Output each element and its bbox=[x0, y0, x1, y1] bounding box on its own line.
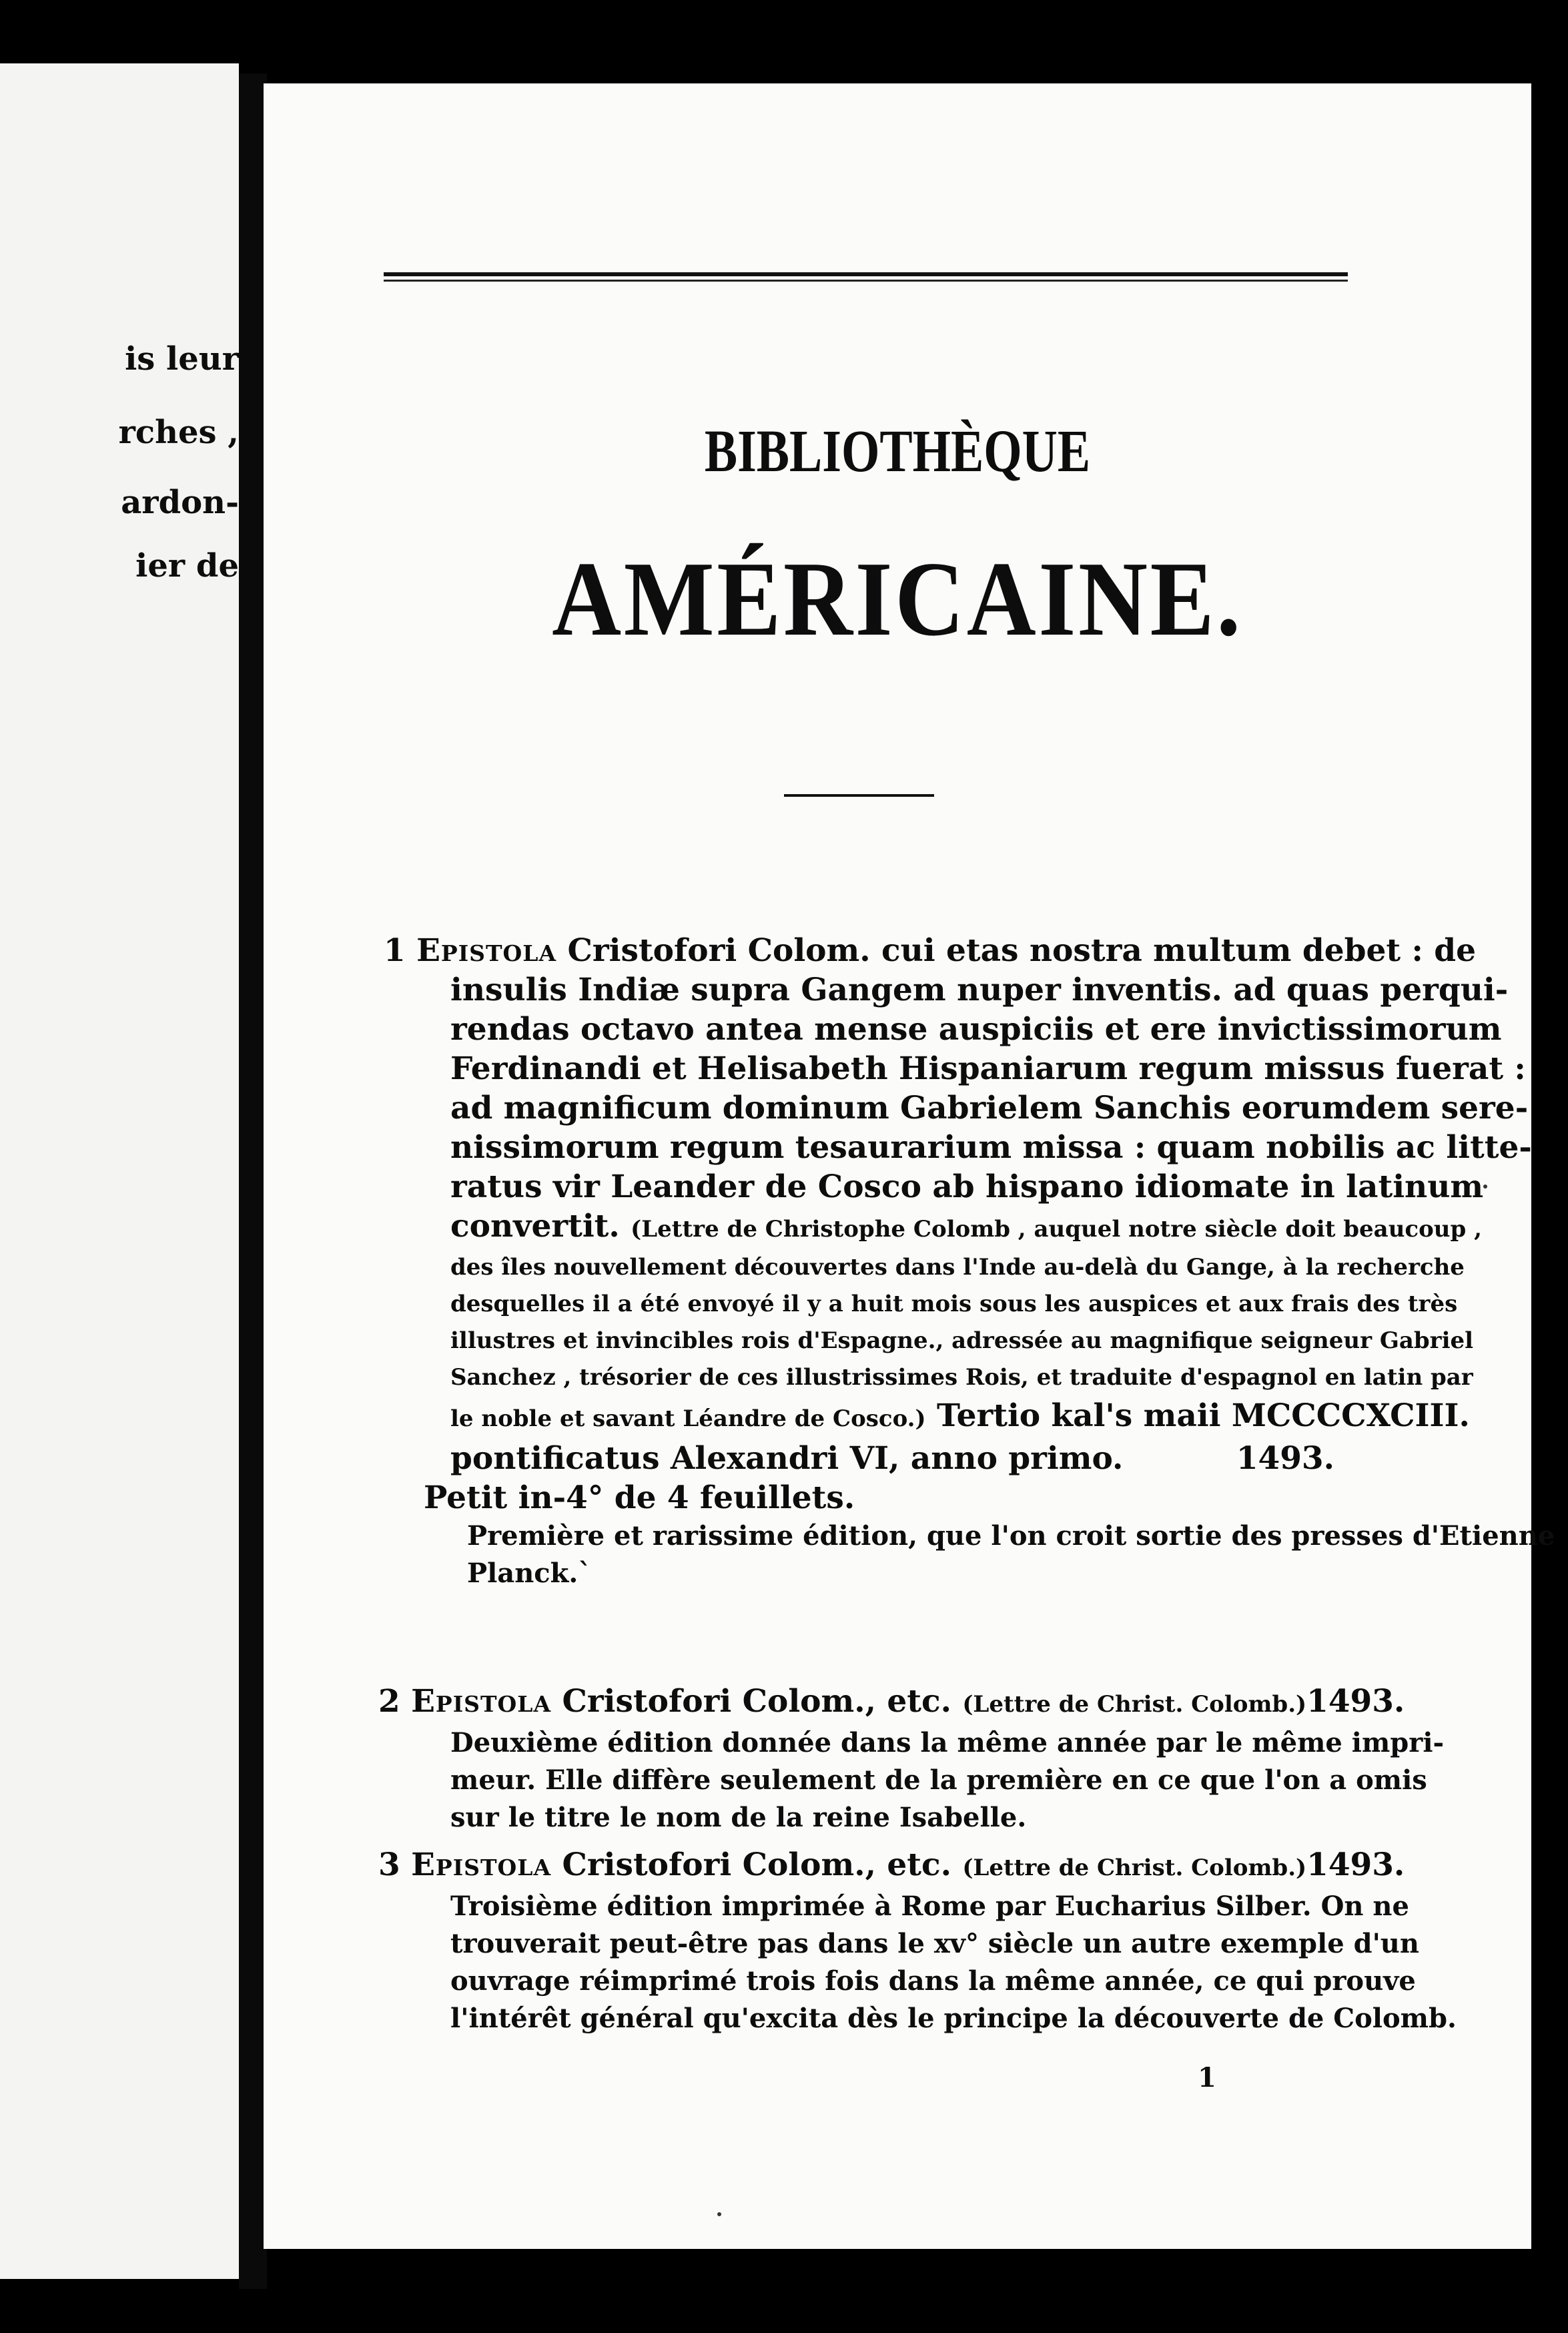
book-page bbox=[264, 83, 1555, 2249]
entry-note-line: Deuxième édition donnée dans la même année par le même impri- bbox=[450, 1727, 1445, 1758]
entry-title-line: ratus vir Leander de Cosco ab hispano idiomate in latinum bbox=[450, 1169, 1484, 1205]
translation-line: desquelles il a été envoyé il y a huit mois sous les auspices et aux frais des très bbox=[450, 1291, 1458, 1317]
entry-title-line: insulis Indiæ supra Gangem nuper inventis. ad quas perqui- bbox=[450, 972, 1509, 1008]
entry-note-line: Première et rarissime édition, que l'on croit sortie des presses d'Etienne bbox=[467, 1520, 1555, 1552]
entry-number: 3 bbox=[378, 1847, 400, 1883]
entry-title-line: nissimorum regum tesaurarium missa : quam nobilis ac litte- bbox=[450, 1129, 1532, 1166]
translation-line: le noble et savant Léandre de Cosco.) bbox=[450, 1405, 926, 1432]
title-americaine: AMÉRICAINE. bbox=[552, 539, 1243, 658]
entry-format: Petit in-4° de 4 feuillets. bbox=[424, 1479, 855, 1516]
page-number: 1 bbox=[1198, 2062, 1216, 2093]
entry-title: Cristofori Colom., etc. bbox=[562, 1683, 951, 1720]
entry-note-line: Troisième édition imprimée à Rome par Eucharius Silber. On ne bbox=[450, 1891, 1409, 1922]
ink-speck bbox=[1483, 1185, 1487, 1189]
entry-title-line: Ferdinandi et Helisabeth Hispaniarum regum missus fuerat : bbox=[450, 1050, 1526, 1087]
entry-note-line: trouverait peut-être pas dans le xv° siècle un autre exemple d'un bbox=[450, 1928, 1419, 1959]
translation-line: (Lettre de Christ. Colomb.) bbox=[962, 1855, 1307, 1881]
title-rule bbox=[784, 794, 934, 797]
ink-speck bbox=[717, 2212, 721, 2216]
entry-1 bbox=[384, 931, 1555, 1592]
header-rule bbox=[384, 272, 1348, 276]
facing-page-line: ardon- bbox=[121, 484, 239, 521]
entry-2 bbox=[378, 1682, 1445, 1837]
entry-3 bbox=[378, 1845, 1457, 2037]
translation-line: (Lettre de Christophe Colomb , auquel notre siècle doit beaucoup , bbox=[631, 1216, 1482, 1243]
entry-lead-word: Epistola bbox=[411, 1683, 552, 1720]
entry-pontificatus: pontificatus Alexandri VI, anno primo. bbox=[450, 1440, 1124, 1477]
entry-note-line: Planck.` bbox=[467, 1558, 592, 1589]
title-bibliotheque: BIBLIOTHÈQUE bbox=[704, 418, 1091, 484]
entry-note-line: meur. Elle diffère seulement de la première en ce que l'on a omis bbox=[450, 1764, 1427, 1796]
facing-page-line: rches , bbox=[118, 414, 239, 451]
entry-title-line: Cristofori Colom. cui etas nostra multum debet : de bbox=[567, 932, 1476, 969]
entry-year: 1493. bbox=[1306, 1847, 1405, 1883]
entry-date: Tertio kal's maii MCCCCXCIII. bbox=[936, 1397, 1470, 1434]
entry-year: 1493. bbox=[1236, 1440, 1334, 1477]
entry-number: 2 bbox=[378, 1683, 400, 1720]
translation-line: illustres et invincibles rois d'Espagne., adressée au magnifique seigneur Gabriel bbox=[450, 1327, 1474, 1354]
entry-title-line: convertit. bbox=[450, 1208, 620, 1245]
facing-page-line: is leur bbox=[125, 340, 239, 378]
entry-lead-word: Epistola bbox=[411, 1847, 552, 1883]
translation-line: (Lettre de Christ. Colomb.) bbox=[962, 1691, 1307, 1718]
entry-note-line: l'intérêt général qu'excita dès le principe la découverte de Colomb. bbox=[450, 2003, 1457, 2034]
translation-line: des îles nouvellement découvertes dans l'Inde au-delà du Gange, à la recherche bbox=[450, 1254, 1465, 1281]
entry-number: 1 bbox=[384, 932, 406, 969]
translation-line: Sanchez , trésorier de ces illustrissimes Rois, et traduite d'espagnol en latin par bbox=[450, 1364, 1473, 1391]
entry-year: 1493. bbox=[1306, 1683, 1405, 1720]
entry-title-line: rendas octavo antea mense auspiciis et ere invictissimorum bbox=[450, 1011, 1502, 1048]
entry-title-line: ad magnificum dominum Gabrielem Sanchis eorumdem sere- bbox=[450, 1090, 1529, 1126]
entry-note-line: ouvrage réimprimé trois fois dans la même année, ce qui prouve bbox=[450, 1965, 1416, 1997]
entry-lead-word: Epistola bbox=[416, 932, 557, 969]
book-gutter bbox=[239, 73, 267, 2289]
header-rule bbox=[384, 280, 1348, 282]
entry-note-line: sur le titre le nom de la reine Isabelle. bbox=[450, 1802, 1027, 1833]
facing-page bbox=[0, 63, 239, 2279]
entry-title: Cristofori Colom., etc. bbox=[562, 1847, 951, 1883]
facing-page-line: ier de bbox=[135, 547, 239, 585]
